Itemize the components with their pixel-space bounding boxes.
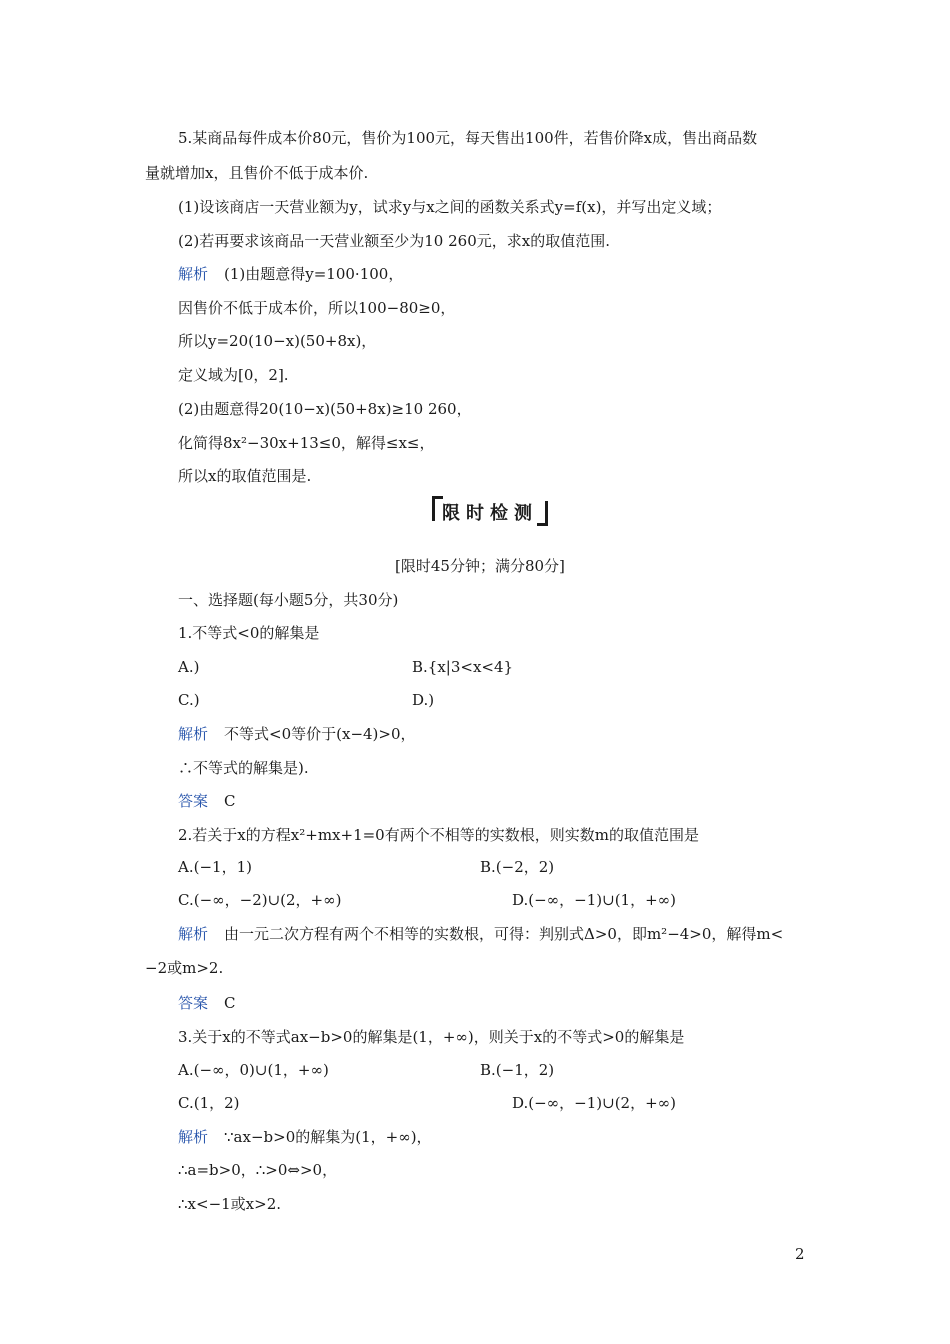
solution-text: ∵ax−b>0的解集为(1，+∞)， [224,1128,432,1146]
q3-option-b: B.(−1，2) [480,1061,555,1079]
q3-solution [178,1127,432,1147]
answer-label: 答案 [178,792,209,810]
section-title [432,496,548,526]
q1-option-d: D.) [412,691,435,709]
solution-line: 因售价不低于成本价，所以100−80≥0， [178,299,456,317]
q3-option-a: A.(−∞，0)∪(1，+∞) [178,1061,329,1079]
solution-label: 解析 [178,925,209,943]
solution-label: 解析 [178,265,209,283]
question-1: 1.不等式<0的解集是 [178,624,320,642]
solution-line: (2)由题意得20(10−x)(50+8x)≥10 260， [178,400,472,418]
q3-option-d: D.(−∞，−1)∪(2，+∞) [512,1094,677,1112]
solution-label: 解析 [178,725,209,743]
q1-option-b: B.{x|3<x<4} [412,658,514,676]
solution-label: 解析 [178,1128,209,1146]
problem-5-stem: 5.某商品每件成本价80元，售价为100元，每天售出100件，若售价降x成，售出商品数 [178,129,758,147]
q1-option-a: A.) [178,658,200,676]
problem-5-part-2: (2)若再要求该商品一天营业额至少为10 260元，求x的取值范围. [178,232,610,250]
q1-solution [178,724,416,744]
q2-solution [178,924,783,944]
solution-line: 定义域为[0，2]. [178,366,289,384]
solution-line: 所以y=20(10−x)(50+8x)， [178,332,377,350]
q1-answer [178,791,236,811]
solution-line: 化简得8x²−30x+13≤0，解得≤x≤， [178,434,435,452]
section-title-text: 限时检测 [442,503,538,524]
solution-line: 所以x的取值范围是. [178,467,312,485]
solution-text: (1)由题意得y=100·100， [224,265,404,283]
q3-solution-line: ∴x<−1或x>2. [178,1195,282,1213]
q2-option-c: C.(−∞，−2)∪(2，+∞) [178,891,342,909]
q2-answer [178,993,236,1013]
q3-solution-line: ∴a=b>0，∴>0⇔>0， [178,1161,338,1179]
q2-solution-line: −2或m>2. [145,959,224,977]
question-3: 3.关于x的不等式ax−b>0的解集是(1，+∞)，则关于x的不等式>0的解集是 [178,1028,685,1046]
problem-5-solution [178,264,403,284]
time-limit: [限时45分钟；满分80分] [395,557,565,575]
solution-text: 由一元二次方程有两个不相等的实数根，可得：判别式Δ>0，即m²−4>0，解得m< [224,925,784,943]
q2-option-b: B.(−2，2) [480,858,555,876]
part-heading: 一、选择题(每小题5分，共30分) [178,591,399,609]
q3-option-c: C.(1，2) [178,1094,240,1112]
problem-5-stem-cont: 量就增加x，且售价不低于成本价. [145,164,369,182]
q1-option-c: C.) [178,691,200,709]
question-2: 2.若关于x的方程x²+mx+1=0有两个不相等的实数根，则实数m的取值范围是 [178,826,699,844]
q2-option-a: A.(−1，1) [178,858,252,876]
problem-5-part-1: (1)设该商店一天营业额为y，试求y与x之间的函数关系式y=f(x)，并写出定义域； [178,198,722,216]
page-number: 2 [795,1245,805,1263]
q1-solution-line: ∴不等式的解集是). [178,759,309,777]
answer-label: 答案 [178,994,209,1012]
q2-option-d: D.(−∞，−1)∪(1，+∞) [512,891,677,909]
answer-value: C [224,994,236,1012]
answer-value: C [224,792,236,810]
solution-text: 不等式<0等价于(x−4)>0， [224,725,416,743]
